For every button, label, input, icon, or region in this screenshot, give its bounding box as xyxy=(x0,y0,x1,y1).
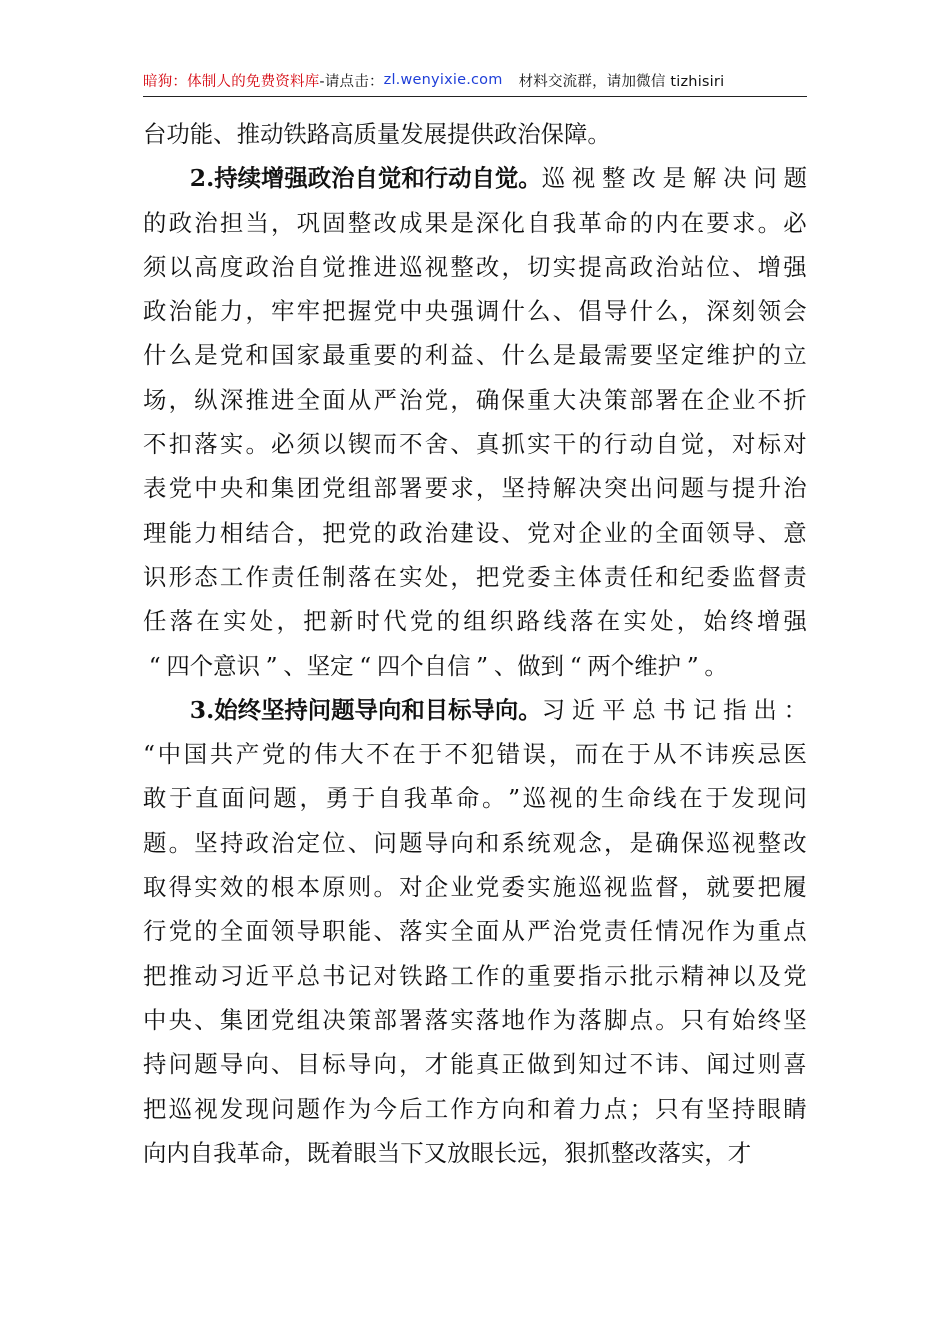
text-line: 把 巡 视 发 现 问 题 作 为 今 后 工 作 方 向 和 着 力 点 ； 只 有 坚 持 眼 睛 xyxy=(143,1094,807,1123)
text-line: 题 。 坚 持 政 治 定 位 、 问 题 导 向 和 系 统 观 念 ， 是 确 保 巡 视 整 改 xyxy=(143,828,807,857)
text-line: 不 扣 落 实 。 必 须 以 锲 而 不 舍 、 真 抓 实 干 的 行 动 自 觉 ， 对 标 对 xyxy=(143,430,807,459)
text-line: 识 形 态 工 作 责 任 制 落 在 实 处 ， 把 党 委 主 体 责 任 和 纪 委 监 督 责 xyxy=(143,562,807,591)
header-site-name: 暗狗：体制人的免费资料库 xyxy=(143,73,320,90)
text-line: “ 中 国 共 产 党 的 伟 大 不 在 于 不 犯 错 误 ， 而 在 于 从 不 讳 疾 忌 医 xyxy=(143,740,807,769)
section-heading: 3.始终坚持问题导向和目标导向。 xyxy=(189,695,542,724)
text-line: 的 政 治 担 当 ， 巩 固 整 改 成 果 是 深 化 自 我 革 命 的 内 在 要 求 。 必 xyxy=(143,208,807,237)
text-line: 政 治 能 力 ， 牢 牢 把 握 党 中 央 强 调 什 么 、 倡 导 什 么 ， 深 刻 领 会 xyxy=(143,297,807,326)
text-line: 持 问 题 导 向 、 目 标 导 向 ， 才 能 真 正 做 到 知 过 不 讳 、 闻 过 则 喜 xyxy=(143,1050,807,1079)
text-line: 行 党 的 全 面 领 导 职 能 、 落 实 全 面 从 严 治 党 责 任 情 况 作 为 重 点 xyxy=(143,917,807,946)
text-line: 理 能 力 相 结 合 ， 把 党 的 政 治 建 设 、 党 对 企 业 的 全 面 领 导 、 意 xyxy=(143,518,807,547)
text-line: 场 ， 纵 深 推 进 全 面 从 严 治 党 ， 确 保 重 大 决 策 部 署 在 企 业 不 折 xyxy=(143,385,807,414)
header-click-prompt: -请点击： xyxy=(319,73,384,90)
text-line: 台 功 能 、 推 动 铁 路 高 质 量 发 展 提 供 政 治 保 障 。 xyxy=(143,120,611,148)
page-header xyxy=(143,64,807,97)
document-body xyxy=(143,112,807,1175)
header-link[interactable]: zl.wenyixie.com xyxy=(383,72,503,88)
text-line: 须 以 高 度 政 治 自 觉 推 进 巡 视 整 改 ， 切 实 提 高 政 治 站 位 、 增 强 xyxy=(143,252,807,281)
text-line: 2.持续增强政治自觉和行动自觉。 巡 视 整 改 是 解 决 问 题 xyxy=(143,156,807,200)
text-line: 把 推 动 习 近 平 总 书 记 对 铁 路 工 作 的 重 要 指 示 批 示 精 神 以 及 党 xyxy=(143,961,807,990)
section-heading: 2.持续增强政治自觉和行动自觉。 xyxy=(189,164,542,193)
text-line: 中 央 、 集 团 党 组 决 策 部 署 落 实 落 地 作 为 落 脚 点 。 只 有 始 终 坚 xyxy=(143,1005,807,1034)
text-line: 取 得 实 效 的 根 本 原 则 。 对 企 业 党 委 实 施 巡 视 监 督 ， 就 要 把 履 xyxy=(143,873,807,902)
text-line: 敢 于 直 面 问 题 ， 勇 于 自 我 革 命 。 ” 巡 视 的 生 命 线 在 于 发 现 问 xyxy=(143,784,807,813)
text-line: 向 内 自 我 革 命 ， 既 着 眼 当 下 又 放 眼 长 远 ， 狠 抓 整 改 落 实 ， 才 xyxy=(143,1138,752,1167)
text-line: “ 四 个 意 识 ” 、 坚 定 “ 四 个 自 信 ” 、 做 到 “ 两 个 维 护 ” 。 xyxy=(148,651,728,680)
text-line: 3.始终坚持问题导向和目标导向。 习 近 平 总 书 记 指 出 ： xyxy=(143,688,807,732)
text-line: 什 么 是 党 和 国 家 最 重 要 的 利 益 、 什 么 是 最 需 要 坚 定 维 护 的 立 xyxy=(143,341,807,370)
text-line: 表 党 中 央 和 集 团 党 组 部 署 要 求 ， 坚 持 解 决 突 出 问 题 与 提 升 治 xyxy=(143,474,807,503)
header-wechat-note: 材料交流群，请加微信 tizhisiri xyxy=(518,73,725,90)
text-line: 任 落 在 实 处 ， 把 新 时 代 党 的 组 织 路 线 落 在 实 处 ， 始 终 增 强 xyxy=(143,607,807,636)
